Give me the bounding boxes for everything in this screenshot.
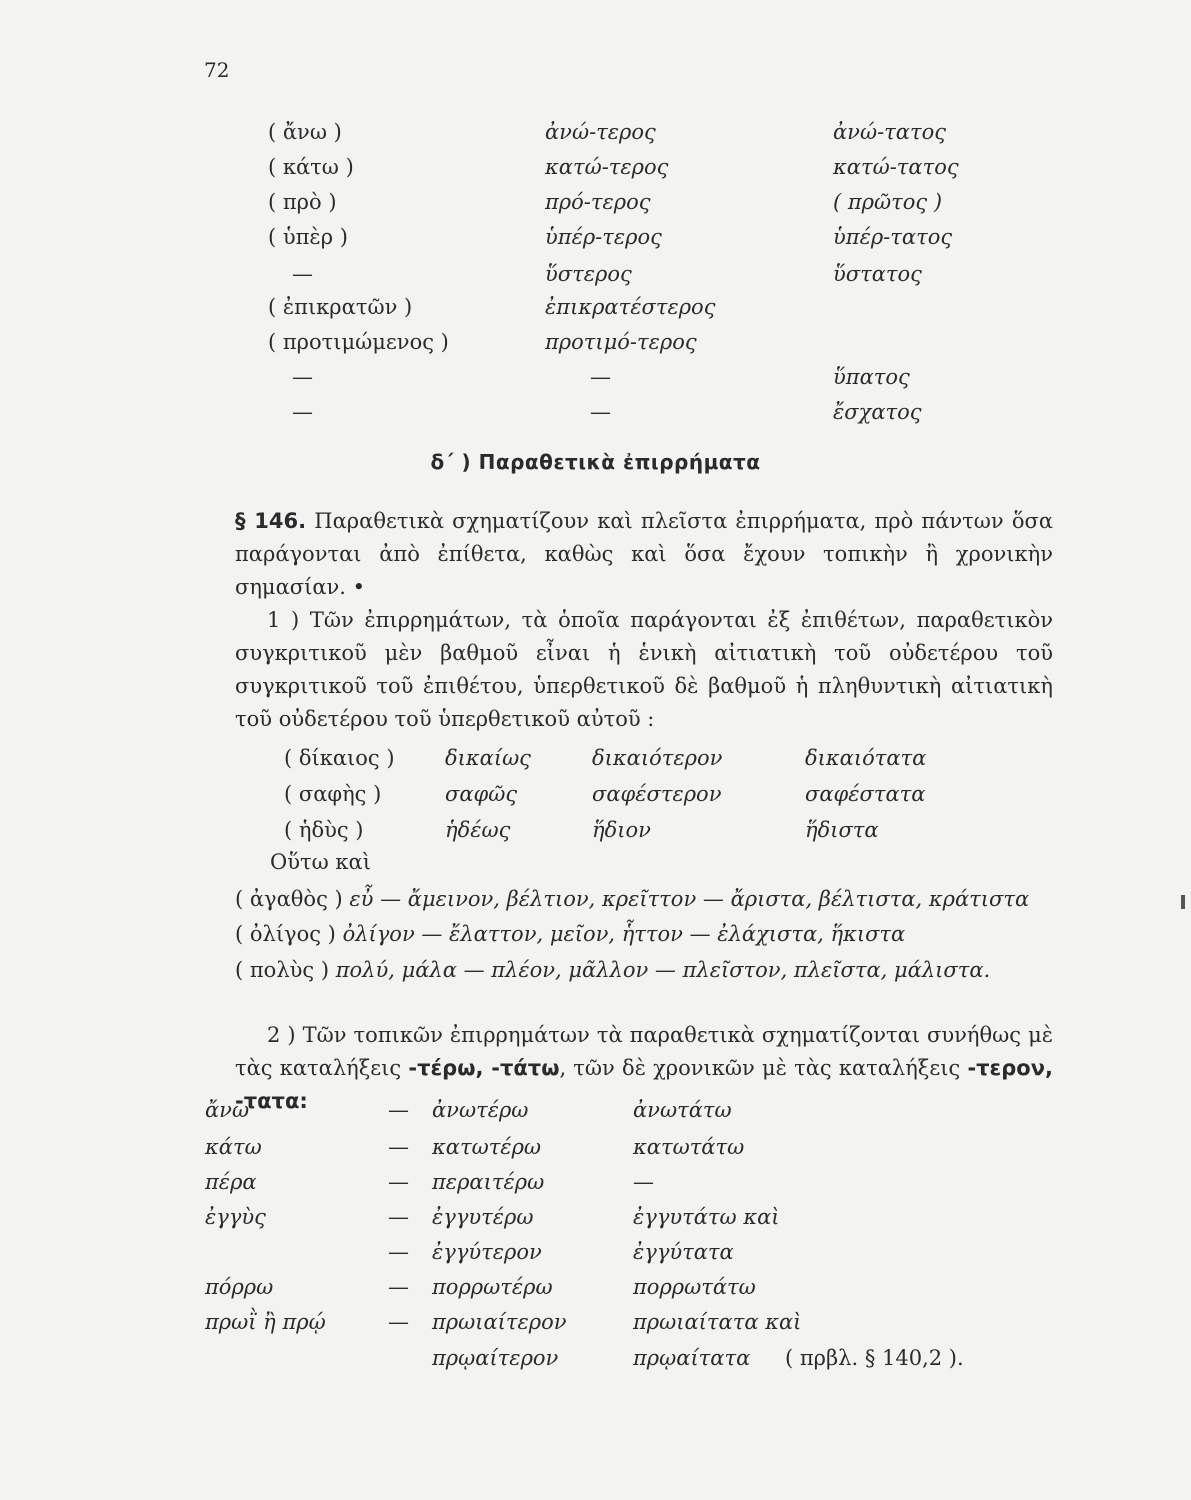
table1-comparative: ὑπέρ-τερος xyxy=(545,225,662,249)
page-number: 72 xyxy=(204,58,230,82)
table1-comparative: πρό-τερος xyxy=(545,190,651,214)
table3-superlative: πορρωτάτω xyxy=(633,1275,756,1299)
table1-comparative: ἀνώ-τερος xyxy=(545,120,656,144)
table3-dash: — xyxy=(388,1170,409,1194)
para2-start: 2 ) Τῶν τοπικῶν ἐπιρρημάτων τὰ παραθετικὰ σχηματίζονται συνήθως μὲ τὰς καταλήξεις xyxy=(235,1023,1053,1080)
table2-positive: δικαίως xyxy=(445,746,531,770)
table3-superlative: ἐγγύτατα xyxy=(633,1240,734,1264)
table2-comparative: σαφέστερον xyxy=(592,782,722,806)
table1-base: ( προτιμώμενος ) xyxy=(268,330,449,354)
para2-mid: , τῶν δὲ χρονικῶν μὲ τὰς καταλήξεις xyxy=(559,1056,968,1080)
table3-adverb: πέρα xyxy=(205,1170,257,1194)
table1-base: — xyxy=(292,365,313,389)
table1-base: ( ἄνω ) xyxy=(268,120,342,144)
table3-adverb: κάτω xyxy=(205,1135,262,1159)
section-146-paragraph xyxy=(235,505,1053,604)
table1-base: — xyxy=(292,262,313,286)
table3-comparative: πορρωτέρω xyxy=(432,1275,553,1299)
table3-superlative: πρωιαίτατα καὶ xyxy=(633,1310,802,1334)
table1-superlative: ( πρῶτος ) xyxy=(833,190,943,214)
table1-comparative: — xyxy=(590,365,611,389)
table3-superlative: ἀνωτάτω xyxy=(633,1098,732,1122)
table1-base: ( πρὸ ) xyxy=(268,190,337,214)
table3-comparative: πρωιαίτερον xyxy=(432,1310,567,1334)
table3-dash: — xyxy=(388,1205,409,1229)
table1-base: ( ὑπὲρ ) xyxy=(268,225,348,249)
irregular-forms: ὀλίγον — ἔλαττον, μεῖον, ἧττον — ἐλάχιστα, ἥκιστα xyxy=(342,922,906,946)
table3-adverb: ἐγγὺς xyxy=(205,1205,266,1229)
table3-note: ( πρβλ. § 140,2 ). xyxy=(785,1346,964,1370)
irregular-forms: πολύ, μάλα — πλέον, μᾶλλον — πλεῖστον, πλεῖστα, μάλιστα. xyxy=(335,958,991,982)
irregular-line xyxy=(235,922,905,956)
table3-comparative: κατωτέρω xyxy=(432,1135,542,1159)
table1-superlative: ὑπέρ-τατος xyxy=(833,225,953,249)
table2-superlative: σαφέστατα xyxy=(805,782,926,806)
table3-superlative: ἐγγυτάτω καὶ xyxy=(633,1205,780,1229)
outo-kai-line: Οὕτω καὶ xyxy=(270,850,371,874)
table3-dash: — xyxy=(388,1275,409,1299)
margin-mark xyxy=(1181,895,1185,909)
table1-superlative: ὕστατος xyxy=(833,262,922,286)
para2-ending-2: -τερον, -τατα xyxy=(235,1056,1053,1113)
irregular-base: ( ἀγαθὸς ) xyxy=(235,887,350,911)
table2-positive: ἡδέως xyxy=(445,818,511,842)
table3-superlative: κατωτάτω xyxy=(633,1135,745,1159)
table1-base: ( κάτω ) xyxy=(268,155,354,179)
table3-dash: — xyxy=(388,1135,409,1159)
table1-superlative: ἀνώ-τατος xyxy=(833,120,946,144)
table1-base: ( ἐπικρατῶν ) xyxy=(268,295,413,319)
section-text: Παραθετικὰ σχηματίζουν καὶ πλεῖστα ἐπιρρήματα, πρὸ πάντων ὅσα παράγονται ἀπὸ ἐπίθετα, καθὼς καὶ ὅσα ἔχουν τοπικὴν ἢ χρονικὴν σημασίαν. • xyxy=(235,509,1054,599)
table2-superlative: ἥδιστα xyxy=(805,818,879,842)
table3-adverb: ἄνω xyxy=(205,1098,250,1122)
table2-adjective: ( ἡδὺς ) xyxy=(284,818,364,842)
para2-end: : xyxy=(299,1089,308,1113)
table3-superlative: πρῳαίτατα xyxy=(633,1346,751,1370)
table2-positive: σαφῶς xyxy=(445,782,518,806)
table1-superlative: κατώ-τατος xyxy=(833,155,959,179)
section-number: § 146. xyxy=(235,509,307,533)
table3-dash: — xyxy=(388,1310,409,1334)
table1-superlative: ὕπατος xyxy=(833,365,910,389)
table3-comparative: ἐγγύτερον xyxy=(432,1240,542,1264)
table1-superlative: ἔσχατος xyxy=(833,400,922,424)
table1-comparative: ἐπικρατέστερος xyxy=(545,295,716,319)
irregular-line xyxy=(235,887,1029,921)
table1-base: — xyxy=(292,400,313,424)
para2-ending-1: -τέρω, -τάτω xyxy=(408,1056,560,1080)
irregular-line xyxy=(235,958,990,992)
table3-adverb: πρωῒ ἢ πρῴ xyxy=(205,1310,326,1334)
irregular-base: ( ὀλίγος ) xyxy=(235,922,343,946)
table2-comparative: δικαιότερον xyxy=(592,746,723,770)
table1-comparative: προτιμό-τερος xyxy=(545,330,697,354)
irregular-forms: εὖ — ἄμεινον, βέλτιον, κρεῖττον — ἄριστα, βέλτιστα, κράτιστα xyxy=(349,887,1030,911)
table3-superlative: — xyxy=(633,1170,654,1194)
table3-comparative: περαιτέρω xyxy=(432,1170,545,1194)
table1-comparative: ὕστερος xyxy=(545,262,632,286)
irregular-base: ( πολὺς ) xyxy=(235,958,336,982)
table3-adverb: πόρρω xyxy=(205,1275,274,1299)
table1-comparative: — xyxy=(590,400,611,424)
table3-comparative: ἀνωτέρω xyxy=(432,1098,529,1122)
table3-comparative: ἐγγυτέρω xyxy=(432,1205,534,1229)
table3-dash: — xyxy=(388,1098,409,1122)
table1-comparative: κατώ-τερος xyxy=(545,155,669,179)
table2-adjective: ( σαφὴς ) xyxy=(284,782,382,806)
table2-adjective: ( δίκαιος ) xyxy=(284,746,395,770)
table3-comparative: πρῳαίτερον xyxy=(432,1346,559,1370)
paragraph-1: 1 ) Τῶν ἐπιρρημάτων, τὰ ὁποῖα παράγονται ἐξ ἐπιθέτων, παραθετικὸν συγκριτικοῦ μὲν βαθμοῦ εἶναι ἡ ἑνικὴ αἰτιατικὴ τοῦ οὐδετέρου τοῦ συγκριτικοῦ τοῦ ἐπιθέτου, ὑπερθετικοῦ δὲ βαθμοῦ ἡ πληθυντικὴ αἰτιατικὴ τοῦ οὐδετέρου τοῦ ὑπερθετικοῦ αὐτοῦ : xyxy=(235,608,1053,731)
table2-superlative: δικαιότατα xyxy=(805,746,927,770)
table2-comparative: ἥδιον xyxy=(592,818,651,842)
table3-dash: — xyxy=(388,1240,409,1264)
section-heading: δ΄ ) Παραθετικὰ ἐπιρρήματα xyxy=(430,450,761,474)
